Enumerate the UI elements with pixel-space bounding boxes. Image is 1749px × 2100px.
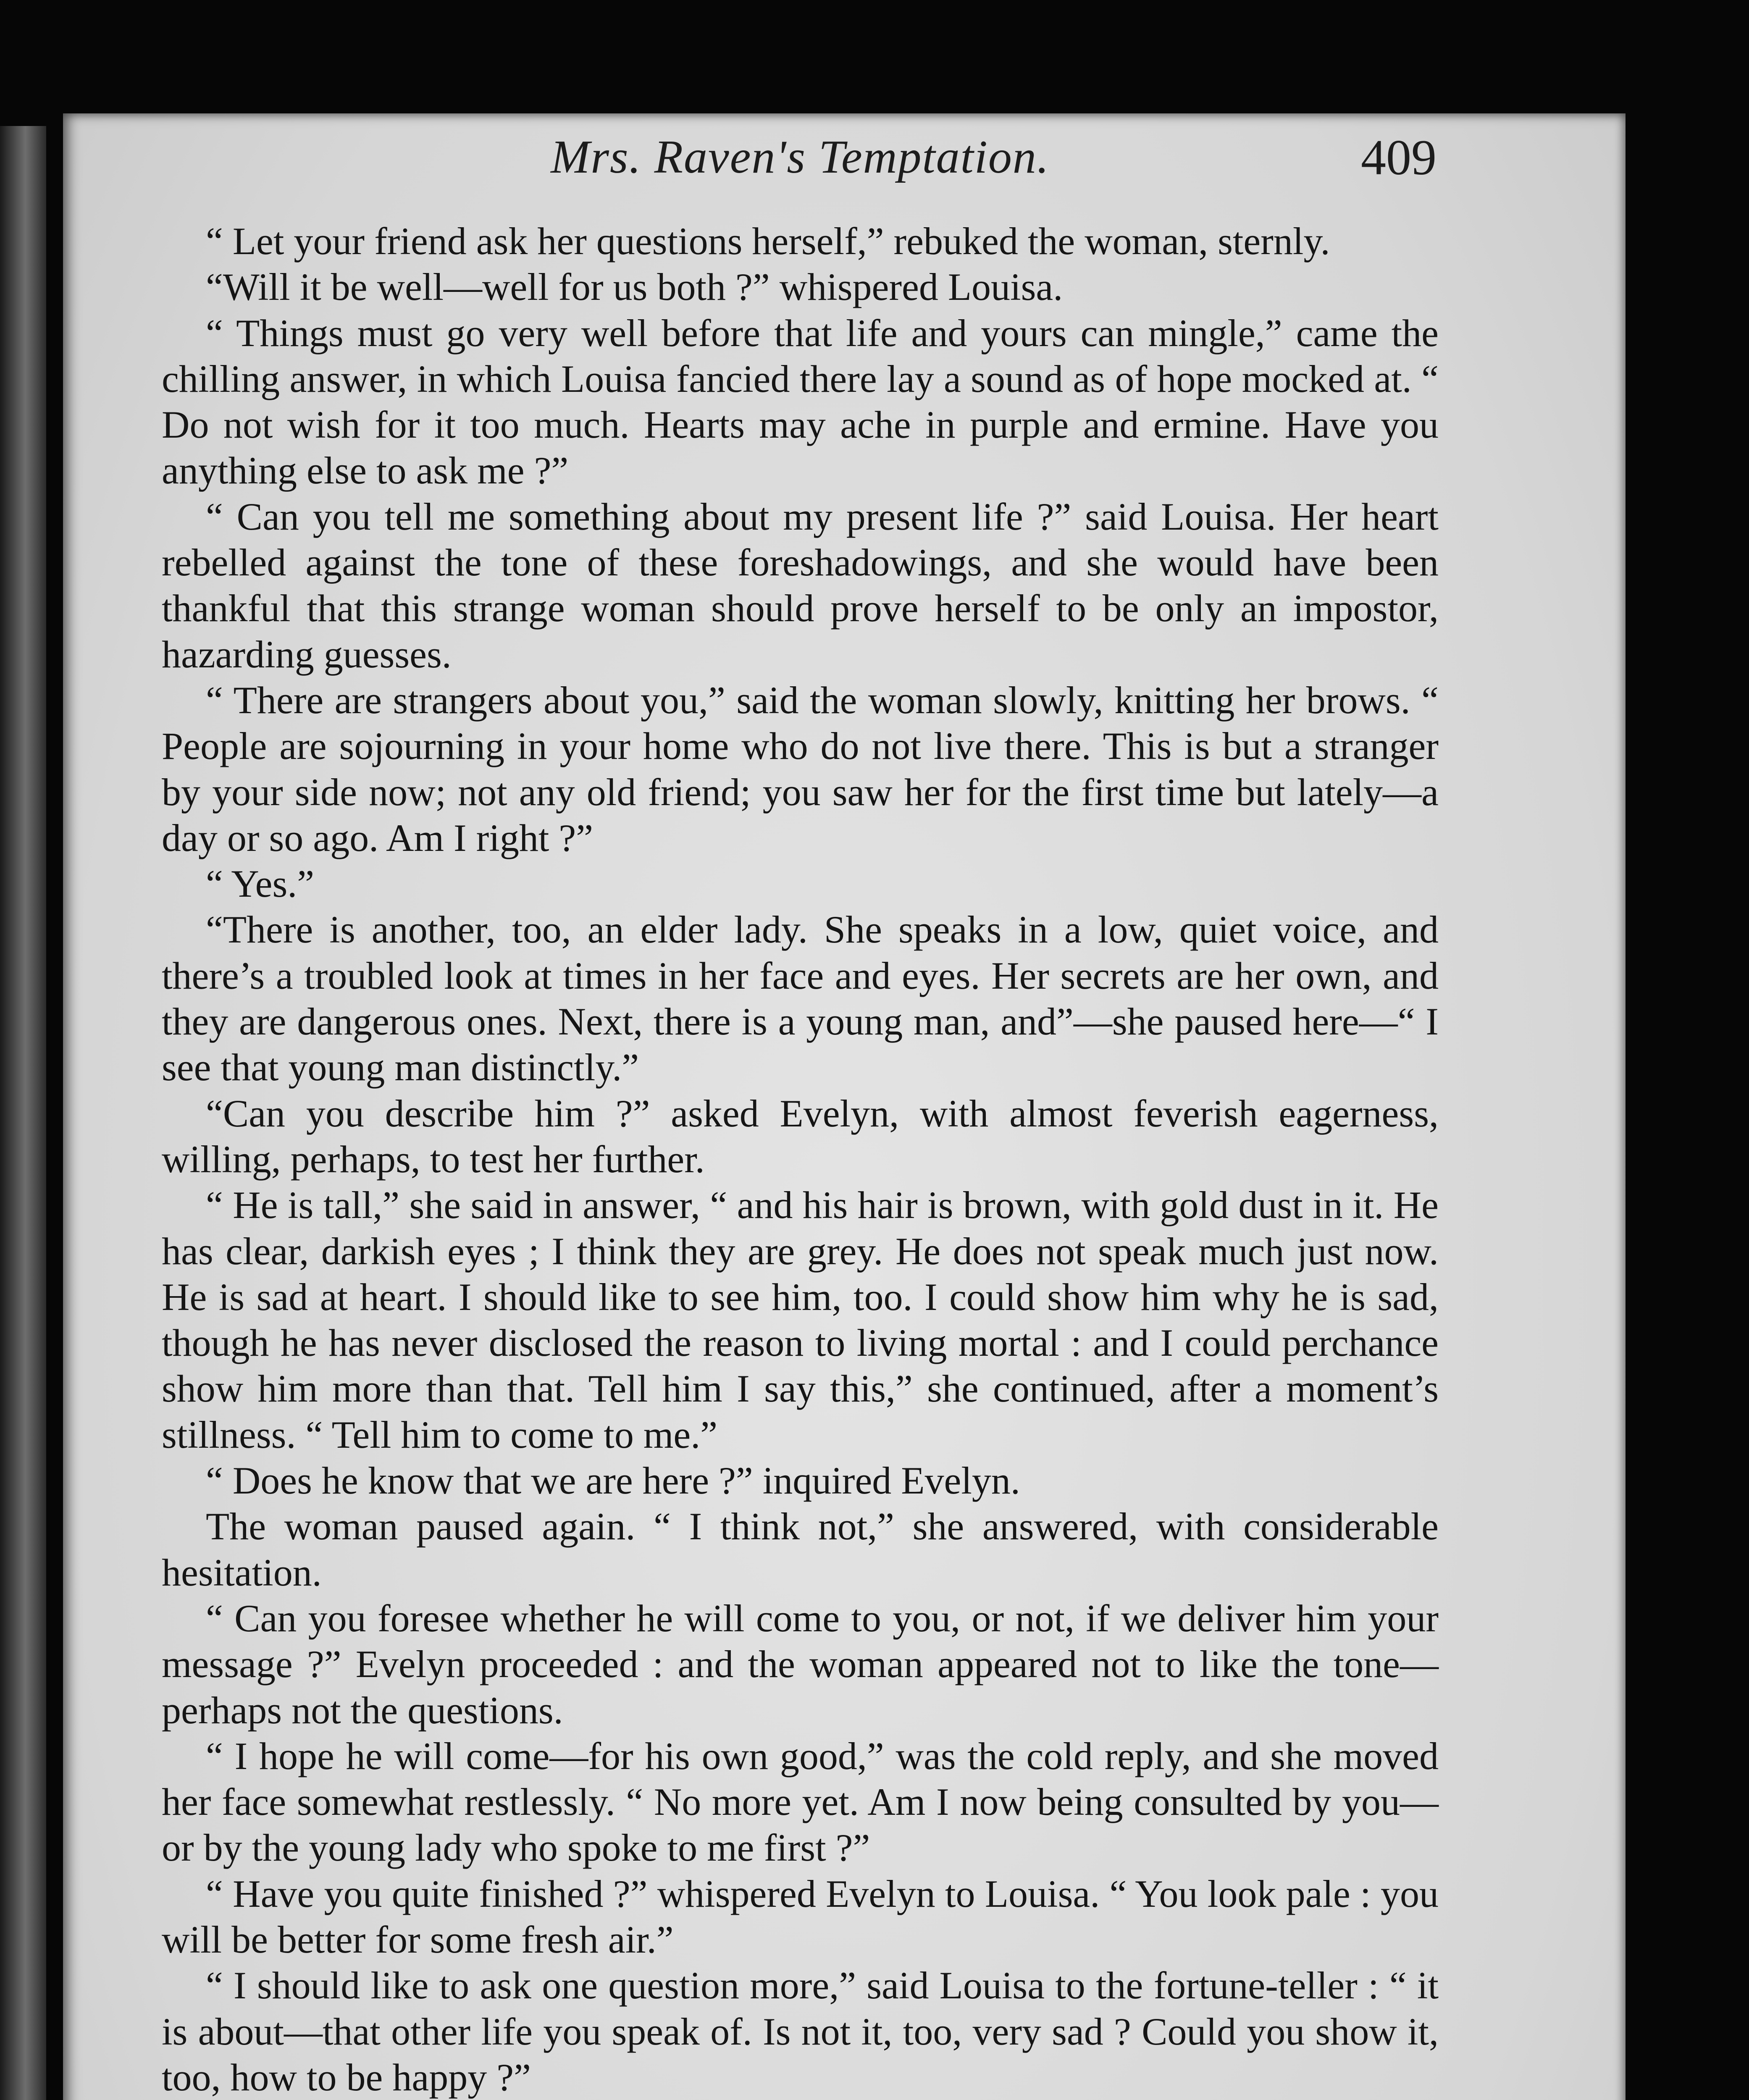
paragraph: “ Have you quite finished ?” whispered Evelyn to Louisa. “ You look pale : you will be better for some fresh air.” <box>162 1872 1439 1961</box>
facing-page-edge <box>0 126 46 2100</box>
paragraph: “ I should like to ask one question more,” said Louisa to the fortune-teller : “ it is about—that other life you speak of. Is not it, too, very sad ? Could you show it, too, how to be happy ?” <box>162 1964 1439 2099</box>
paragraph: The woman paused again. “ I think not,” she answered, with considerable hesitation. <box>162 1505 1439 1594</box>
paragraph: “ Can you foresee whether he will come to you, or not, if we deliver him your message ?” Evelyn proceeded : and the woman appeared not to like the tone—perhaps not the questions. <box>162 1596 1439 1732</box>
running-title: Mrs. Raven's Temptation. <box>551 131 1050 183</box>
paragraph: “ Things must go very well before that life and yours can mingle,” came the chilling answer, in which Louisa fancied there lay a sound as of hope mocked at. “ Do not wish for it too much. Hearts may ache in purple and ermine. Have you anything else to ask me ?” <box>162 311 1439 492</box>
paragraph: “ Yes.” <box>206 862 315 906</box>
page-header <box>164 126 1436 189</box>
paragraph: “Will it be well—well for us both ?” whispered Louisa. <box>206 265 1063 309</box>
paragraph: “ There are strangers about you,” said the woman slowly, knitting her brows. “ People are sojourning in your home who do not live there. This is but a stranger by your side now; not any old friend; you saw her for the first time but lately—a day or so ago. Am I right ?” <box>162 678 1439 859</box>
paragraph: “ I hope he will come—for his own good,” was the cold reply, and she moved her face somewhat restlessly. “ No more yet. Am I now being consulted by you—or by the young lady who spoke to me first ?” <box>162 1734 1439 1869</box>
paragraph: “ Does he know that we are here ?” inquired Evelyn. <box>206 1459 1020 1502</box>
paragraph: “ Can you tell me something about my present life ?” said Louisa. Her heart rebelled against the tone of these foreshadowings, and she would have been thankful that this strange woman should prove herself to be only an impostor, hazarding guesses. <box>162 495 1439 676</box>
paragraph: “Can you describe him ?” asked Evelyn, with almost feverish eagerness, willing, perhaps, to test her further. <box>162 1092 1439 1181</box>
body-text <box>162 218 1439 2100</box>
paragraph: “There is another, too, an elder lady. She speaks in a low, quiet voice, and there’s a troubled look at times in her face and eyes. Her secrets are her own, and they are dangerous ones. Next, there is a young man, and”—she paused here—“ I see that young man distinctly.” <box>162 908 1439 1089</box>
paragraph: “ He is tall,” she said in answer, “ and his hair is brown, with gold dust in it. He has clear, darkish eyes ; I think they are grey. He does not speak much just now. He is sad at heart. I should like to see him, too. I could show him why he is sad, though he has never disclosed the reason to living mortal : and I could perchance show him more than that. Tell him I say this,” she continued, after a moment’s stillness. “ Tell him to come to me.” <box>162 1184 1439 1456</box>
page-number: 409 <box>1361 129 1436 185</box>
paragraph: “ Let your friend ask her questions herself,” rebuked the woman, sternly. <box>206 220 1330 262</box>
